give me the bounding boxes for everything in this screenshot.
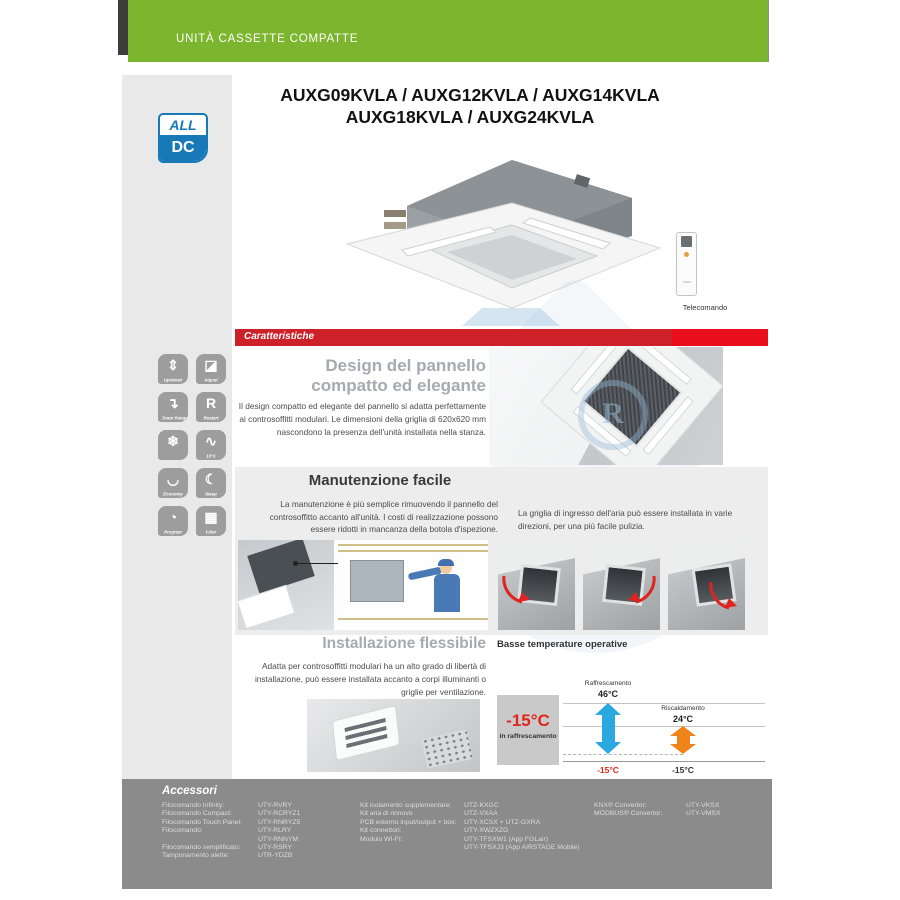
accessories-column-3	[594, 802, 770, 819]
temperature-range-chart	[563, 670, 765, 785]
maintenance-body-left: La manutenzione è più semplice rimuovendo il pannello del controsoffitto accanto all'unità. I costi di realizzazione possono essere ridotti in mancanza della botola d'ispezione.	[269, 499, 498, 534]
design-section-body: Il design compatto ed elegante del pannello si adatta perfettamente ai controsoffitti modulari. Le dimensioni della griglia di 620x620 mm nascondono la presenza dell'unità installata nella stanza.	[238, 401, 486, 437]
economy-icon: ◡ Economy	[158, 468, 188, 498]
accessory-row: KNX® Convertor: UTY-VKSX	[594, 802, 720, 809]
spine-edge	[118, 0, 128, 55]
gridline-24c	[563, 726, 765, 727]
maintenance-heading: Manutenzione facile	[308, 472, 452, 489]
features-banner	[235, 329, 768, 346]
badge-value: -15°C	[506, 711, 550, 730]
grille-direction-photo-3	[668, 540, 745, 630]
grille-direction-photo-1	[498, 540, 575, 630]
up-down-icon: ⇕ Up/down	[158, 354, 188, 384]
remote-slot	[683, 281, 691, 283]
cooling-range-arrow	[595, 703, 621, 754]
feature-icon-grid	[158, 354, 226, 536]
accessory-row: Modulo WI-FI: UTY-TFSXW1 (App FGLair)	[360, 835, 548, 843]
maintenance-illustration	[238, 540, 488, 630]
panel-photo	[489, 347, 723, 465]
remote-button	[684, 252, 689, 257]
sleep-icon: ☾ Sleep	[196, 468, 226, 498]
features-banner-accent	[672, 329, 768, 346]
accessory-row: Filocomando Infinity: UTY-RVRY	[162, 802, 292, 809]
accessory-row: Filocomando Touch Panel: UTY-RNRYZ5	[162, 818, 301, 826]
accessory-row: Kit connettori: UTY-XWZXZG	[360, 827, 509, 835]
all-dc-logo-bottom: DC	[160, 135, 206, 161]
accessory-row: Tamponamento alette: UTR-YDZB	[162, 852, 293, 860]
maintenance-body-right: La griglia di ingresso dell'aria può essere installata in varie direzioni, per una più facile pulizia.	[518, 508, 733, 531]
registered-trademark-watermark: R	[578, 380, 648, 450]
cassette-unit-photo	[332, 148, 667, 326]
accessories-column-2	[360, 802, 592, 852]
accessory-row: PCB esterno input/output + box: UTY-XCSX + UTZ-GXRA	[360, 818, 541, 826]
rotation-arrow-icon	[707, 578, 741, 612]
cooling-series-label: Raffrescamento	[584, 680, 632, 687]
program-icon: ◔ Program	[158, 506, 188, 536]
technician-illustration	[338, 540, 488, 630]
left-sidebar	[122, 75, 232, 779]
heating-max-value: 24°C	[672, 714, 694, 724]
category-header-bar	[128, 0, 769, 62]
ceiling-photo	[238, 540, 334, 630]
drain-pump-icon: ↴ Drain Pump	[158, 392, 188, 422]
heating-min-value: -15°C	[672, 765, 694, 775]
ventilation-grille	[421, 730, 472, 769]
removed-panel	[350, 560, 404, 602]
all-dc-logo-top: ALL	[169, 117, 197, 133]
all-dc-logo	[158, 113, 208, 163]
low-temp-heading: Basse temperature operative	[497, 639, 628, 650]
accessory-row: Kit aria di rinnovo UTZ-VXAA	[360, 810, 498, 818]
grille-direction-photo-2	[583, 540, 660, 630]
low-temp-badge	[497, 695, 559, 765]
accessory-row: Kit isolamento supplementare: UTZ-KXGC	[360, 802, 499, 809]
features-banner-label: Caratteristiche	[244, 331, 315, 342]
cooling-min-value: -15°C	[597, 765, 619, 775]
badge-caption: in raffrescamento	[499, 733, 557, 740]
rotation-arrow-icon	[500, 572, 534, 606]
cooling-max-value: 46°C	[597, 689, 619, 699]
remote-display	[681, 236, 692, 247]
accessories-footer	[122, 779, 772, 889]
model-title	[240, 84, 700, 128]
chart-baseline	[563, 761, 765, 762]
ceiling-cassette	[332, 705, 400, 761]
accessory-row: Filocomando semplificato: UTY-RSRY	[162, 844, 292, 852]
maintenance-section	[235, 467, 768, 635]
low-temp-10c-icon: ∿ 10°C	[196, 430, 226, 460]
installation-heading: Installazione flessibile	[322, 635, 486, 652]
accessory-row: Filocomando Compact: UTY-RCRYZ1	[162, 810, 301, 818]
rotation-arrow-icon	[624, 572, 658, 606]
defrost-icon: ❄	[158, 430, 188, 460]
accessory-row: MODBUS® Convertor: UTY-VMSX	[594, 810, 721, 818]
model-title-line2: AUXG18KVLA / AUXG24KVLA	[345, 107, 595, 127]
accessory-row: UTY-TFSXJ3 (App AIRSTAGE Mobile)	[464, 844, 580, 852]
heating-range-arrow	[670, 726, 696, 754]
cassette-unit-illustration	[332, 148, 667, 326]
gridline-46c	[563, 703, 765, 704]
accessory-row: Filocomando: UTY-RLRY	[162, 827, 292, 835]
adjust-icon: ◪ Adjust	[196, 354, 226, 384]
category-header-label: UNITÀ CASSETTE COMPATTE	[176, 33, 359, 45]
installation-body: Adatta per controsoffitti modulari ha un alto grado di libertà di installazione, può essere installata accanto a corpi illuminanti o griglie per ventilazione.	[254, 661, 486, 697]
model-title-line1: AUXG09KVLA / AUXG12KVLA / AUXG14KVLA	[280, 85, 660, 105]
accessories-column-1	[162, 802, 358, 861]
heating-series-label: Riscaldamento	[661, 705, 705, 712]
installation-photo	[307, 699, 480, 772]
filter-icon: ▦ Filter	[196, 506, 226, 536]
restart-icon: R Restart	[196, 392, 226, 422]
design-section-heading: Design del pannello compatto ed elegante	[311, 356, 486, 395]
accessories-heading: Accessori	[162, 785, 217, 797]
accessory-row: UTY-RNNYM	[258, 835, 299, 843]
remote-control	[676, 232, 697, 296]
gridline-minus15c	[563, 754, 683, 755]
remote-caption: Telecomando	[682, 303, 728, 312]
